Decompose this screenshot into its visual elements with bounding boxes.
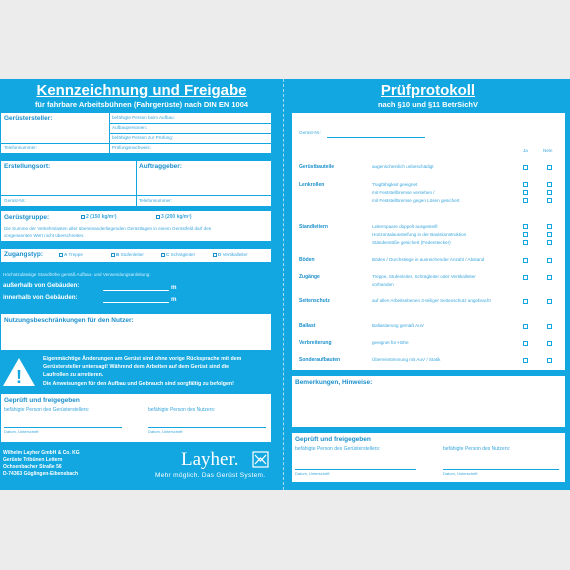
aufbaupersonen-field[interactable]: Aufbaupersonen: [112,125,147,130]
row-item: mit Feststellbremse gegen Lösen gesichert [372,198,460,203]
row-item: Leiternpaare doppelt ausgesteift [372,224,438,229]
warning-line-2: Gerüstersteller untersagt! Während dem Arbeiten auf dem Gerüst sind die [43,364,230,370]
row-item: geeignet für Höhe [372,340,409,345]
left-title: Kennzeichnung und Freigabe [36,82,247,99]
left-datum-2: Datum, Unterschrift [148,429,183,434]
row-label-standleitern: Standleitern [299,224,328,230]
address-line-1: Wilhelm Layher GmbH & Co. KG [3,450,80,456]
checkbox-ja[interactable] [523,258,528,263]
checkbox-ja[interactable] [523,182,528,187]
row-item: Übereinstimmung mit AuV / Statik [372,357,441,362]
row-label-zugaenge: Zugänge [299,274,320,280]
erstellungsort-box [1,161,271,206]
pruefungsnachweis-field[interactable]: Prüfungsnachweis: [112,145,151,150]
geruestgruppe-box [1,211,271,241]
address-line-2: Gerüste Tribünen Leitern [3,457,63,463]
nutzung-label: Nutzungsbeschränkungen für den Nutzer: [4,317,134,324]
geruestgruppe-note-1: Die Summe der Verkehrslasten aller übereinanderliegenden Gerüstlagen in einem Gerüstfeld darf den [4,226,212,231]
checkbox-ja[interactable] [523,299,528,304]
checkbox-nein[interactable] [547,258,552,263]
left-datum-1: Datum, Unterschrift [4,429,39,434]
gruppe3-option[interactable]: 3 (200 kg/m²) [156,214,192,220]
checkbox-ja[interactable] [523,232,528,237]
checkbox-nein[interactable] [547,232,552,237]
zugangstyp-label: Zugangstyp: [4,251,43,258]
row-item: vorhanden [372,282,394,287]
checkbox-ja[interactable] [523,240,528,245]
row-item: Ständerstöße gesichert (Federstecker) [372,240,451,245]
checkbox-icon[interactable] [213,253,217,257]
right-signature-nutzer[interactable] [443,469,559,470]
row-item: Böden / Durchstiege in ausreichender Anzahl / Abstand [372,257,485,262]
checkbox-icon[interactable] [161,253,165,257]
row-label-boeden: Böden [299,257,315,263]
checkbox-nein[interactable] [547,240,552,245]
standhoehe-note: Höchstzulässige Standhöhe gemäß Aufbau- und Verwendungsanleitung: [3,272,151,277]
layher-slogan: Mehr möglich. Das Gerüst System. [155,472,266,479]
left-subtitle: für fahrbare Arbeitsbühnen (Fahrgerüste) nach DIN EN 1004 [34,100,249,109]
zugang-c-option[interactable]: C Schrägleiter [161,252,195,257]
right-person-nutzer: befähigte Person des Nutzers: [443,446,511,452]
layher-logo: Layher. [181,449,239,470]
row-label-ballast: Ballast [299,323,316,329]
checkbox-icon[interactable] [156,215,160,219]
gruppe2-option[interactable]: 2 (150 kg/m²) [81,214,117,220]
left-person-nutzer: befähigte Person des Nutzers: [148,407,216,413]
checkbox-icon[interactable] [111,253,115,257]
telefonnummer2-field[interactable]: Telefonnummer: [139,198,172,203]
right-datum-1: Datum, Unterschrift [295,471,330,476]
zugang-b-option[interactable]: B Stufenleiter [111,252,144,257]
row-item: mit Feststellbremse versehen / [372,190,435,195]
inspection-sheet [0,79,570,490]
person-aufbau-field[interactable]: befähigte Person beim Aufbau: [112,115,175,120]
bemerkungen-label: Bemerkungen, Hinweise: [295,379,373,386]
row-item: Horizontalaussteifung in der Basiskonstruktion [372,232,467,237]
checkbox-nein[interactable] [547,165,552,170]
row-label-geruestbauteile: Gerüstbauteile [299,164,335,170]
row-label-sonderaufbauten: Sonderaufbauten [299,357,341,363]
layher-emblem-icon [252,451,269,468]
checkbox-ja[interactable] [523,198,528,203]
left-signature-nutzer[interactable] [148,427,266,428]
person-pruefung-field[interactable]: befähigte Person zur Prüfung: [112,135,174,140]
checkbox-nein[interactable] [547,358,552,363]
row-item: augenscheinlich unbeschädigt [372,164,434,169]
checkbox-ja[interactable] [523,341,528,346]
innerhalb-field[interactable] [103,302,169,303]
left-approval-label: Geprüft und freigegeben [4,397,80,404]
right-approval-box [292,433,565,482]
checkbox-nein[interactable] [547,324,552,329]
auftraggeber-label: Auftraggeber: [139,163,182,170]
checkbox-ja[interactable] [523,358,528,363]
right-signature-ersteller[interactable] [295,469,416,470]
checkbox-nein[interactable] [547,182,552,187]
row-item: Tragfähigkeit geeignet [372,182,418,187]
zugang-d-option[interactable]: D Vertikalleiter [213,252,248,257]
right-geruest-nr-label: Gerüst-Nr.: [299,130,322,135]
warning-line-4: Die Anweisungen für den Aufbau und Gebrauch sind sorgfältig zu befolgen! [43,381,234,387]
left-approval-box [1,394,271,442]
unit-m-1: m [171,284,177,291]
right-title: Prüfprotokoll [380,82,476,99]
right-person-ersteller: befähigte Person des Gerüsterstellers: [295,446,381,452]
geruestersteller-label: Gerüstersteller: [4,115,53,122]
geruest-nr-field[interactable]: Gerüst-Nr.: [4,198,27,203]
row-label-seitenschutz: Seitenschutz [299,298,330,304]
geruestgruppe-note-2: vorgenannten Wert nicht überschreiten. [4,233,85,238]
zugang-a-option[interactable]: A Treppe [59,252,83,257]
checkbox-icon[interactable] [59,253,63,257]
checkbox-nein[interactable] [547,198,552,203]
checkbox-nein[interactable] [547,275,552,280]
warning-line-1: Eigenmächtige Änderungen am Gerüst sind ohne vorige Rücksprache mit dem [43,356,242,362]
col-ja: Ja [523,148,528,153]
right-subtitle: nach §10 und §11 BetrSichV [377,100,479,109]
row-label-verbreiterung: Verbreiterung [299,340,332,346]
erstellungsort-label: Erstellungsort: [4,163,51,170]
row-label-lenkrollen: Lenkrollen [299,182,325,188]
zugangstyp-box [1,249,271,262]
ausserhalb-field[interactable] [103,290,169,291]
checkbox-ja[interactable] [523,224,528,229]
nutzung-box[interactable] [1,314,271,350]
address-line-3: Ochsenbacher Straße 56 [3,464,62,470]
checkbox-nein[interactable] [547,299,552,304]
unit-m-2: m [171,296,177,303]
geruestgruppe-label: Gerüstgruppe: [4,214,50,221]
checkbox-nein[interactable] [547,190,552,195]
warning-line-3: Laufrollen zu arretieren. [43,372,104,378]
row-item: auf allen Arbeitsebenen 3-teiliger Seitenschutz angebracht [372,298,491,303]
address-line-4: D-74363 Güglingen-Eibensbach [3,471,79,477]
warning-icon [2,357,36,387]
telefonnummer-field[interactable]: Telefonnummer: [4,145,37,150]
pruefprotokoll-box [292,113,565,370]
left-person-ersteller: befähigte Person des Gerüsterstellers: [4,407,90,413]
right-datum-2: Datum, Unterschrift [443,471,478,476]
col-nein: Nein [543,148,553,153]
checkbox-nein[interactable] [547,224,552,229]
ausserhalb-label: außerhalb von Gebäuden: [3,282,80,289]
right-geruest-nr-field[interactable] [327,137,425,138]
row-item: Treppe, Stufenleiter, Schrägleiter oder Vertikalleiter [372,274,476,279]
bemerkungen-box[interactable] [292,376,565,427]
warning-icon-glyph: ! [16,367,22,387]
innerhalb-label: innerhalb von Gebäuden: [3,294,78,301]
fold-line [283,79,284,490]
right-approval-label: Geprüft und freigegeben [295,436,371,443]
checkbox-ja[interactable] [523,165,528,170]
checkbox-ja[interactable] [523,275,528,280]
geruestersteller-box [1,113,271,153]
checkbox-ja[interactable] [523,190,528,195]
checkbox-icon[interactable] [81,215,85,219]
checkbox-nein[interactable] [547,341,552,346]
left-signature-ersteller[interactable] [4,427,122,428]
checkbox-ja[interactable] [523,324,528,329]
row-item: Ballastierung gemäß AuV [372,323,424,328]
